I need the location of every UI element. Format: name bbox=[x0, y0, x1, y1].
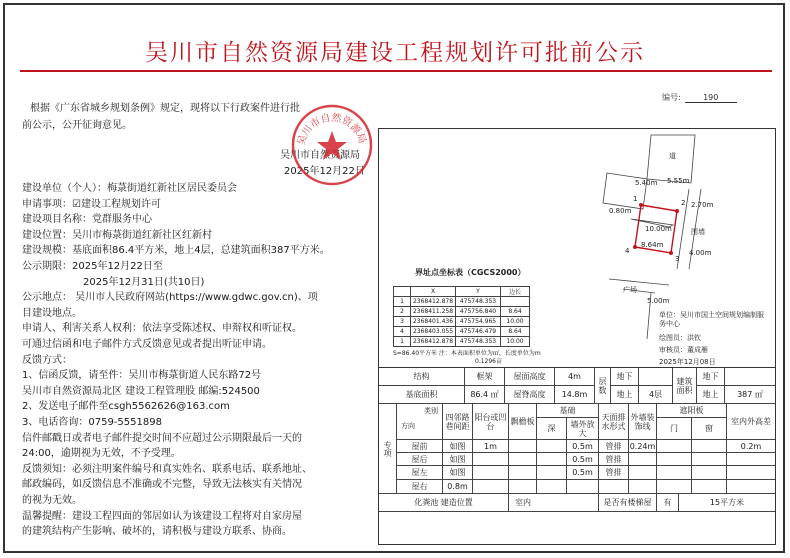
coord-cell: 475748.353 bbox=[456, 297, 501, 307]
row-left-drain: 管排 bbox=[599, 466, 629, 480]
septic-label: 化粪池 建造位置 bbox=[379, 494, 509, 512]
road-label: 道 bbox=[669, 152, 676, 160]
coord-cell: 8.64 bbox=[501, 327, 530, 337]
coord-cell: 10.00 bbox=[501, 317, 530, 327]
coord-cell: 2368411.258 bbox=[411, 307, 456, 317]
row-right-indoor bbox=[727, 480, 775, 494]
eave-height-value: 4m bbox=[555, 368, 595, 386]
row-left-balcony bbox=[473, 466, 509, 480]
shade-door-header: 门 bbox=[657, 418, 692, 440]
reminder-cont: 的建筑结构产生影响、破坏的，请积极与建设方联系、协商。 bbox=[22, 526, 292, 537]
floors-above-value: 4层 bbox=[639, 386, 673, 404]
row-right-lane: 0.8m bbox=[443, 480, 473, 494]
official-seal-icon bbox=[290, 103, 374, 187]
coord-cell: 2 bbox=[394, 307, 411, 317]
row-front-outreach: 0.5m bbox=[567, 440, 599, 453]
coord-cell: 475746.479 bbox=[456, 327, 501, 337]
deadline-note-cont: 24:00，逾期视为无效，不予受理。 bbox=[22, 448, 181, 459]
notice-rules: 反馈须知：必须注明案件编号和真实姓名、联系电话、联系地址、 bbox=[22, 464, 312, 475]
row-front-indoor: 0.2m bbox=[727, 440, 775, 453]
page-title: 吴川市自然资源局建设工程规划许可批前公示 bbox=[145, 40, 645, 66]
row-back-lane: 如图 bbox=[443, 453, 473, 466]
foundation-depth-header: 深 bbox=[537, 418, 567, 440]
coord-row bbox=[394, 337, 530, 347]
coord-cell: 475748.353 bbox=[456, 337, 501, 347]
coord-area-mu: 0.1296亩 bbox=[475, 358, 502, 365]
balcony-header: 阳台或凹台 bbox=[473, 404, 509, 440]
coord-cell: 2368401.436 bbox=[411, 317, 456, 327]
row-right-door bbox=[657, 480, 692, 494]
row-right-depth bbox=[537, 480, 567, 494]
roof-drain-header: 天面排水形式 bbox=[599, 404, 629, 440]
title-underline bbox=[20, 70, 772, 72]
coord-row bbox=[394, 307, 530, 317]
coord-header-cell: 边长 bbox=[501, 287, 530, 297]
intro-line-2: 前公示，公开征询意见。 bbox=[22, 120, 132, 131]
direction-label: 方向 bbox=[401, 422, 415, 430]
category-direction-header bbox=[397, 404, 443, 440]
coord-cell: 8.64 bbox=[501, 307, 530, 317]
serial-label: 编号: bbox=[662, 93, 681, 102]
row-left-door bbox=[657, 466, 692, 480]
structure-value: 框架 bbox=[465, 368, 505, 386]
row-front-lane: 如图 bbox=[443, 440, 473, 453]
row-back-drain: 管排 bbox=[599, 453, 629, 466]
indoor-height-header: 室内外高差 bbox=[727, 404, 775, 440]
notice-rules-cont: 邮政编码，如反馈信息不准确或不完整，导致无法核实有关情况 bbox=[22, 479, 302, 490]
category-label: 类别 bbox=[424, 407, 438, 415]
stair-room-value: 有 bbox=[657, 494, 679, 512]
area-below-value bbox=[725, 368, 775, 386]
dim-4-00: 4.00m bbox=[689, 249, 712, 257]
coord-row bbox=[394, 297, 530, 307]
base-area-value: 86.4 ㎡ bbox=[465, 386, 505, 404]
field-location: 建设位置：吴川市梅菉街道红新社区红新村 bbox=[22, 230, 212, 241]
issuer-name: 吴川市自然资源局 bbox=[280, 150, 360, 161]
row-back-outreach: 0.5m bbox=[567, 453, 599, 466]
coord-cell: 2368403.055 bbox=[411, 327, 456, 337]
coordinate-table bbox=[393, 286, 530, 347]
reminder: 温馨提醒：建设工程四面的邻居如认为该建设工程将对自家房屋 bbox=[22, 511, 302, 522]
svg-text:吴川市自然资源局: 吴川市自然资源局 bbox=[296, 112, 368, 147]
row-right-outreach bbox=[567, 480, 599, 494]
serial-number bbox=[662, 92, 737, 103]
row-front-dir: 屋前 bbox=[397, 440, 443, 453]
row-left-eaves bbox=[509, 466, 537, 480]
point-2-label: 2 bbox=[681, 199, 686, 207]
row-back-indoor bbox=[727, 453, 775, 466]
area-above-label: 地上 bbox=[697, 386, 725, 404]
serial-value: 190 bbox=[685, 93, 737, 103]
floors-below-value bbox=[639, 368, 673, 386]
floors-label: 层数 bbox=[595, 368, 611, 404]
foundation-outreach-header: 墙外放大 bbox=[567, 418, 599, 440]
coord-cell: 1 bbox=[394, 297, 411, 307]
structure-label: 结构 bbox=[379, 368, 465, 386]
row-back-door bbox=[657, 453, 692, 466]
coord-row bbox=[394, 327, 530, 337]
square-label: 广场 bbox=[623, 286, 637, 294]
row-right-balcony bbox=[473, 480, 509, 494]
field-scale: 建设规模：基底面积86.4平方米，地上4层，总建筑面积387平方米。 bbox=[22, 245, 330, 256]
stair-room-label: 是否有楼梯屋 bbox=[599, 494, 657, 512]
floor-area-label: 建筑面积 bbox=[673, 368, 697, 404]
row-right-wall bbox=[629, 480, 657, 494]
coord-header-cell: Y bbox=[456, 287, 501, 297]
coord-header-cell bbox=[394, 287, 411, 297]
coord-cell: 2368412.878 bbox=[411, 297, 456, 307]
point-3-label: 3 bbox=[675, 255, 680, 263]
field-rights: 申请人、利害关系人权利：依法享受陈述权、申辩权和听证权。 bbox=[22, 323, 302, 334]
lane-spacing-header: 四邻路巷间距 bbox=[443, 404, 473, 440]
drafter: 绘图员：洪钦 bbox=[659, 334, 701, 342]
point-1-label: 1 bbox=[633, 195, 638, 203]
row-back-balcony bbox=[473, 453, 509, 466]
row-right-eaves bbox=[509, 480, 537, 494]
row-left-depth bbox=[537, 466, 567, 480]
field-period: 公示期限：2025年12月22日至 bbox=[22, 261, 163, 272]
ridge-height-value: 14.8m bbox=[555, 386, 595, 404]
coord-row bbox=[394, 317, 530, 327]
field-period-end: 2025年12月31日(共10日) bbox=[83, 277, 205, 288]
foundation-header: 基础 bbox=[537, 404, 599, 418]
field-project: 建设项目名称：党群服务中心 bbox=[22, 214, 152, 225]
point-4-label: 4 bbox=[625, 247, 630, 255]
row-left-indoor bbox=[727, 466, 775, 480]
row-right-drain bbox=[599, 480, 629, 494]
row-front-drain: 管排 bbox=[599, 440, 629, 453]
row-back-depth bbox=[537, 453, 567, 466]
shade-header: 遮阳板 bbox=[657, 404, 727, 418]
intro-line-1: 根据《广东省城乡规划条例》规定，现将以下行政案件进行批 bbox=[30, 103, 300, 114]
coord-header-row bbox=[394, 287, 530, 297]
row-back-eaves bbox=[509, 453, 537, 466]
reviewer: 审核员：董成雁 bbox=[659, 346, 708, 354]
row-back-wall bbox=[629, 453, 657, 466]
septic-value: 室内 bbox=[509, 494, 599, 512]
wall-label: 围墙 bbox=[691, 228, 705, 236]
field-applicant: 建设单位（个人）：梅菉街道红新社区居民委员会 bbox=[22, 183, 237, 194]
coord-cell: 2368412.878 bbox=[411, 337, 456, 347]
issue-date: 2025年12月22日 bbox=[284, 166, 365, 177]
coord-cell: 1 bbox=[394, 337, 411, 347]
row-front-eaves bbox=[509, 440, 537, 453]
dim-5-55: 5.55m bbox=[667, 177, 690, 185]
ridge-height-label: 屋脊高度 bbox=[505, 386, 555, 404]
row-right-dir: 屋右 bbox=[397, 480, 443, 494]
row-left-window bbox=[692, 466, 727, 480]
dim-10-00: 10.00m bbox=[645, 225, 672, 233]
dim-8-64: 8.64m bbox=[641, 241, 664, 249]
coord-table-title: 界址点坐标表（CGCS2000） bbox=[415, 268, 526, 277]
wall-trim-header: 外墙装饰线 bbox=[629, 404, 657, 440]
field-feedback: 反馈方式： bbox=[22, 355, 72, 366]
dim-0-80: 0.80m bbox=[609, 207, 632, 215]
feedback-address: 吴川市自然资源局北区 建设工程管理股 邮编:524500 bbox=[22, 386, 260, 397]
eaves-header: 飘檐板 bbox=[509, 404, 537, 440]
field-application: 申请事项：☑建设工程规划许可 bbox=[22, 199, 161, 210]
coord-cell: 4 bbox=[394, 327, 411, 337]
field-rights-cont: 可通过信函和电子邮件方式反馈意见或者提出听证申请。 bbox=[22, 339, 272, 350]
coord-area-note: S=86.40平方米 注：本表面积单位为㎡，长度单位为m bbox=[393, 350, 541, 357]
row-back-window bbox=[692, 453, 727, 466]
row-back-dir: 屋后 bbox=[397, 453, 443, 466]
coord-cell bbox=[501, 297, 530, 307]
area-below-label: 地下 bbox=[697, 368, 725, 386]
row-left-dir: 屋左 bbox=[397, 466, 443, 480]
planning-indicator-table bbox=[378, 367, 776, 545]
field-venue: 公示地点： 吴川市人民政府网站(https://www.gdwc.gov.cn)、项 bbox=[22, 292, 318, 303]
row-front-window bbox=[692, 440, 727, 453]
coord-cell: 10.00 bbox=[501, 337, 530, 347]
special-item-label: 专项 bbox=[379, 404, 397, 494]
row-left-outreach: 0.5m bbox=[567, 466, 599, 480]
row-front-door bbox=[657, 440, 692, 453]
coord-cell: 475756.840 bbox=[456, 307, 501, 317]
base-area-label: 基底面积 bbox=[379, 386, 465, 404]
drawing-unit: 单位：吴川市国土空间规划编制服务中心 bbox=[659, 311, 764, 328]
row-front-balcony: 1m bbox=[473, 440, 509, 453]
row-front-wall: 0.24m bbox=[629, 440, 657, 453]
dim-5-00: 5.00m bbox=[647, 297, 670, 305]
shade-window-header: 窗 bbox=[692, 418, 727, 440]
feedback-email: 2、发送电子邮件至csgh5562626@163.com bbox=[22, 401, 230, 412]
coord-header-cell: X bbox=[411, 287, 456, 297]
stair-room-area: 15平方米 bbox=[679, 494, 775, 512]
dim-2-70: 2.70m bbox=[691, 201, 714, 209]
feedback-letter: 1、信函反馈，请至件：吴川市梅菉街道人民东路72号 bbox=[22, 370, 262, 381]
coord-cell: 475754.965 bbox=[456, 317, 501, 327]
field-venue-cont: 目建设地点。 bbox=[22, 308, 82, 319]
dim-5-40: 5.40m bbox=[635, 179, 658, 187]
row-left-lane: 如图 bbox=[443, 466, 473, 480]
row-left-wall bbox=[629, 466, 657, 480]
coord-cell: 3 bbox=[394, 317, 411, 327]
drawing-date: 2025年12月08日 bbox=[659, 358, 716, 366]
notice-rules-end: 的视为无效。 bbox=[22, 495, 82, 506]
floors-above-label: 地上 bbox=[611, 386, 639, 404]
floors-below-label: 地下 bbox=[611, 368, 639, 386]
area-above-value: 387 ㎡ bbox=[725, 386, 775, 404]
feedback-phone: 3、电话咨询：0759-5551898 bbox=[22, 417, 162, 428]
row-right-window bbox=[692, 480, 727, 494]
row-front-depth bbox=[537, 440, 567, 453]
deadline-note: 信件邮戳日或者电子邮件提交时间不应超过公示期限最后一天的 bbox=[22, 433, 302, 444]
eave-height-label: 屋面高度 bbox=[505, 368, 555, 386]
